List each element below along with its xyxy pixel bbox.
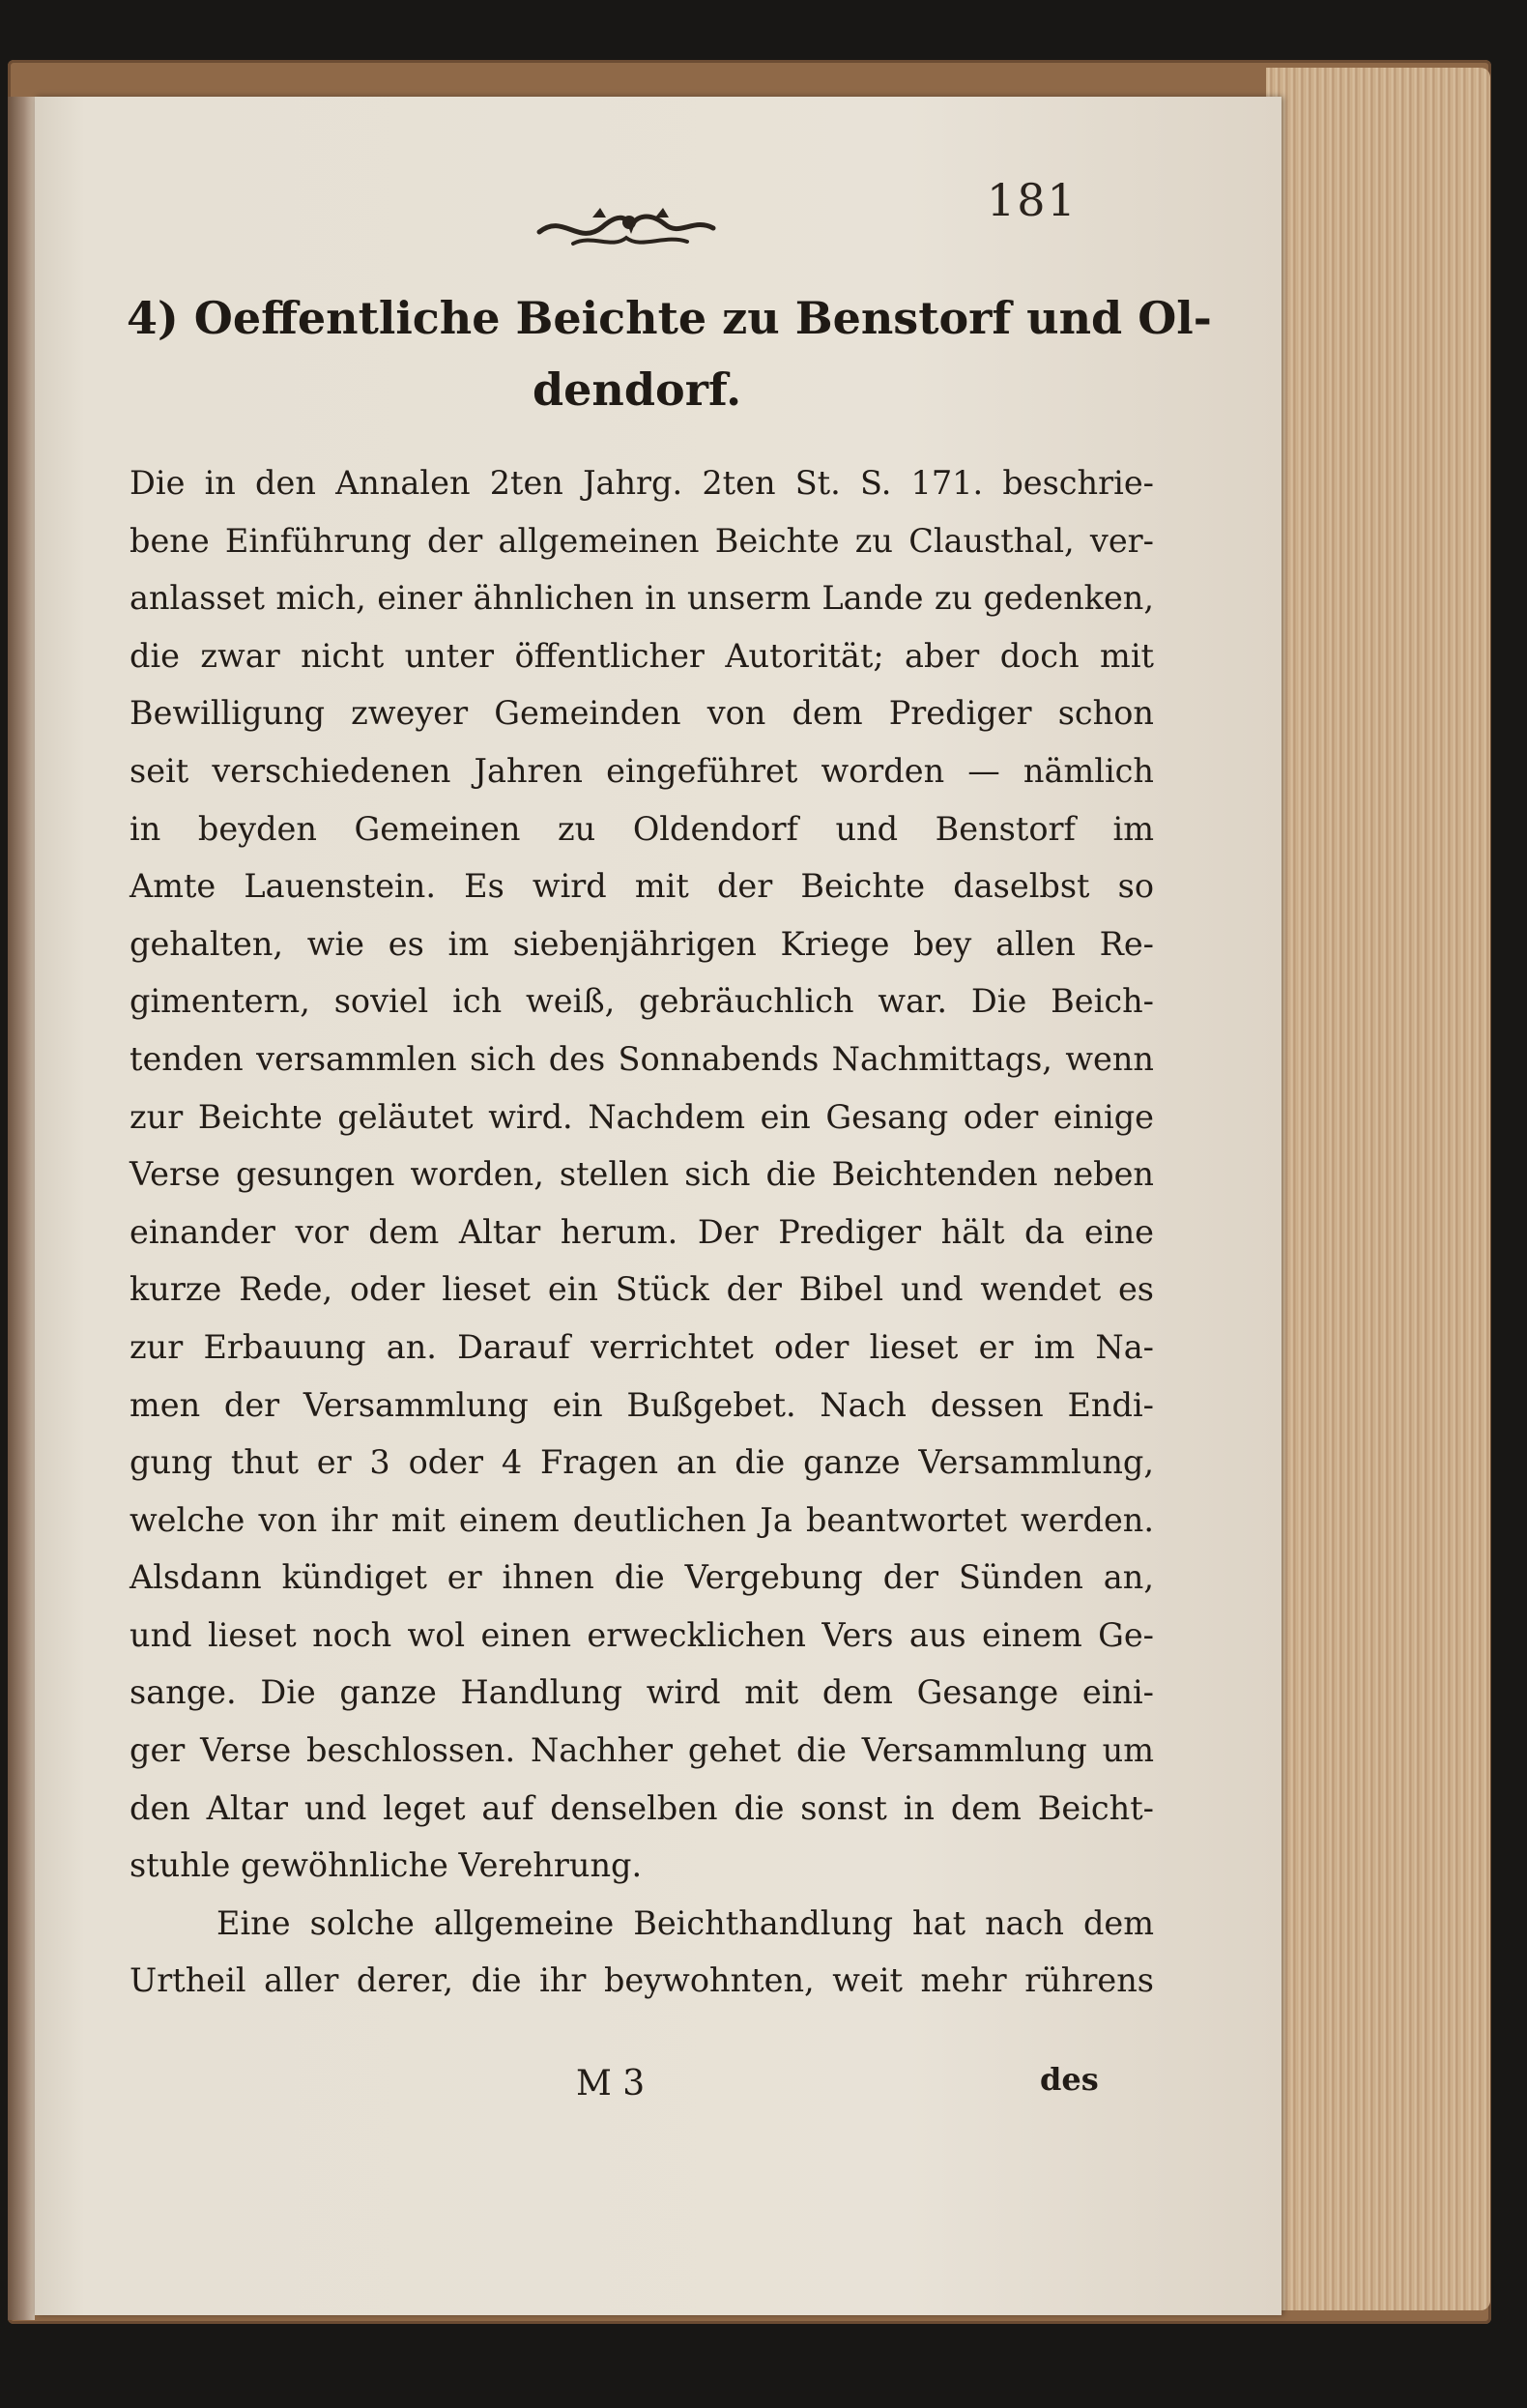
text-line: stuhle gewöhnliche Verehrung.: [130, 1846, 643, 1885]
text-line: kurze Rede, oder lieset ein Stück der Bibel und wendet es: [130, 1270, 1154, 1309]
paragraph: [130, 1895, 1154, 2010]
text-line: gimentern, soviel ich weiß, gebräuchlich war. Die Beich-: [130, 982, 1154, 1021]
heading-line: 4) Oeffentliche Beichte zu Benstorf und Ol-: [127, 292, 1212, 344]
text-line: bene Einführung der allgemeinen Beichte zu Clausthal, ver-: [130, 521, 1154, 560]
text-line: zur Erbauung an. Darauf verrichtet oder lieset er im Na-: [130, 1327, 1154, 1366]
section-heading: [127, 282, 1212, 425]
text-line: Die in den Annalen 2ten Jahrg. 2ten St. S. 171. beschrie-: [130, 464, 1154, 502]
body-text: [130, 454, 1154, 2010]
book-page: [35, 97, 1282, 2315]
text-line: anlasset mich, einer ähnlichen in unserm Lande zu gedenken,: [130, 579, 1154, 618]
page-number: 181: [987, 174, 1078, 226]
text-line: seit verschiedenen Jahren eingeführet worden — nämlich: [130, 751, 1154, 790]
text-line: ger Verse beschlossen. Nachher gehet die Versammlung um: [130, 1731, 1154, 1770]
text-line: gehalten, wie es im siebenjährigen Kriege bey allen Re-: [130, 924, 1154, 963]
left-page-edge: [8, 97, 35, 2320]
text-line: den Altar und leget auf denselben die sonst in dem Beicht-: [130, 1788, 1154, 1827]
text-line: die zwar nicht unter öffentlicher Autorität; aber doch mit: [130, 636, 1154, 675]
text-line: Alsdann kündiget er ihnen die Vergebung der Sünden an,: [130, 1558, 1154, 1597]
text-line: Verse gesungen worden, stellen sich die Beichtenden neben: [130, 1155, 1154, 1194]
text-line: zur Beichte geläutet wird. Nachdem ein Gesang oder einige: [130, 1097, 1154, 1136]
paragraph: [130, 454, 1154, 1895]
text-line: und lieset noch wol einen erwecklichen Vers aus einem Ge-: [130, 1615, 1154, 1654]
text-line: Urtheil aller derer, die ihr beywohnten, weit mehr rührens: [130, 1961, 1154, 2000]
fleuron-ornament-icon: [534, 193, 718, 261]
text-line: sange. Die ganze Handlung wird mit dem Gesange eini-: [130, 1673, 1154, 1712]
catchword: des: [1040, 2061, 1099, 2098]
text-line: men der Versammlung ein Bußgebet. Nach dessen Endi-: [130, 1385, 1154, 1424]
text-line: tenden versammlen sich des Sonnabends Nachmittags, wenn: [130, 1039, 1154, 1078]
text-line: Bewilligung zweyer Gemeinden von dem Prediger schon: [130, 694, 1154, 733]
text-line: Amte Lauenstein. Es wird mit der Beichte daselbst so: [130, 867, 1154, 906]
page-header: [35, 97, 1282, 251]
text-line: einander vor dem Altar herum. Der Prediger hält da eine: [130, 1212, 1154, 1251]
text-line: Eine solche allgemeine Beichthandlung hat nach dem: [216, 1903, 1154, 1942]
page-edges: [1266, 68, 1490, 2310]
text-line: in beyden Gemeinen zu Oldendorf und Benstorf im: [130, 809, 1154, 848]
heading-line: dendorf.: [533, 363, 742, 416]
signature-mark: M 3: [576, 2064, 646, 2103]
text-line: welche von ihr mit einem deutlichen Ja beantwortet werden.: [130, 1500, 1154, 1539]
text-line: gung thut er 3 oder 4 Fragen an die ganze Versammlung,: [130, 1443, 1154, 1482]
